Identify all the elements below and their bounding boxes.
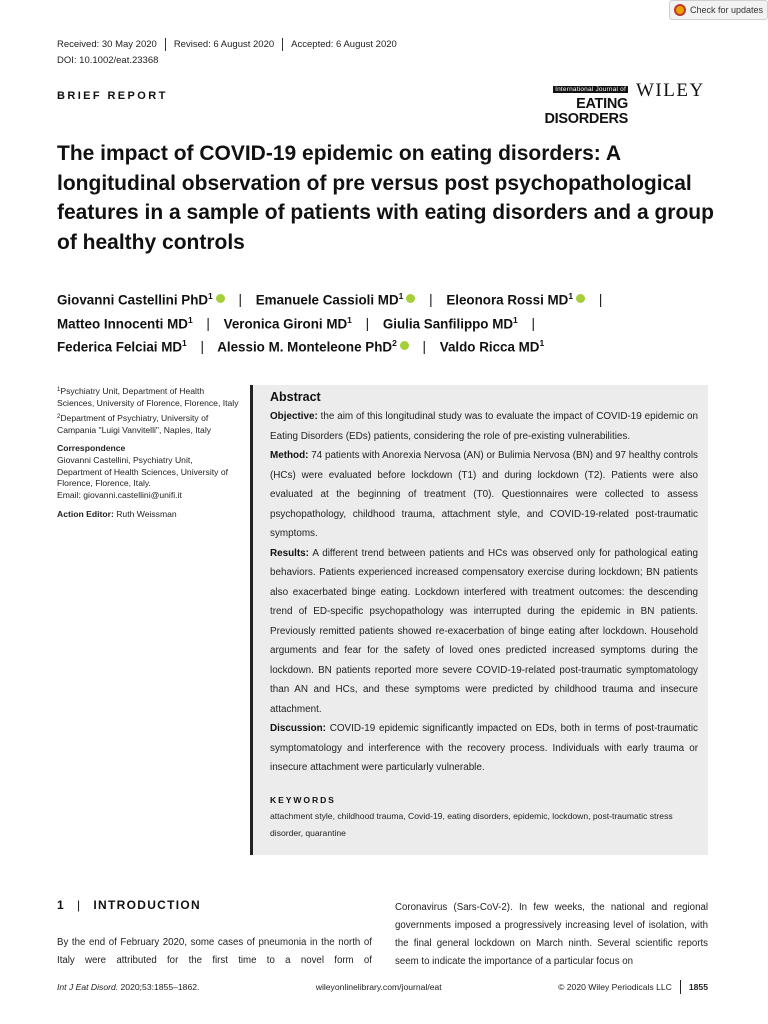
affiliation-2 — [57, 412, 239, 436]
article-dates — [57, 38, 397, 51]
correspondence-email[interactable]: Email: giovanni.castellini@unifi.it — [57, 489, 182, 500]
section-separator: | — [76, 898, 82, 912]
author-affiliation-sup: 2 — [392, 338, 397, 348]
check-for-updates-label: Check for updates — [690, 5, 764, 15]
author-name[interactable]: Emanuele Cassioli MD — [255, 292, 399, 308]
author-affiliation-sup: 1 — [539, 338, 545, 348]
author-separator: | — [598, 292, 603, 308]
author-name[interactable]: Matteo Innocenti MD — [57, 315, 188, 331]
correspondence-heading: Correspondence — [57, 443, 126, 454]
accepted-date: Accepted: 6 August 2020 — [291, 39, 397, 50]
author-separator: | — [365, 315, 370, 331]
intro-left-column: By the end of February 2020, some cases of pneumonia in the north of Italy were attributed for the first time to a novel form of — [57, 937, 372, 966]
author-name[interactable]: Valdo Ricca MD — [439, 339, 540, 355]
objective-text: the aim of this longitudinal study was to evaluate the impact of COVID-19 epidemic on Eating Disorders (EDs) patients, considering the role of pre-existing vulnerabilities. — [270, 411, 698, 442]
results-label: Results: — [270, 547, 309, 559]
footer-citation — [57, 982, 199, 992]
results-text: A different trend between patients and HCs was observed only for pathological eating behaviors. Patients experienced increased compensatory exercise during lockdown; BN patients also exacerbated binge eating. Lockdown interfered with treatment outcomes: the descending trend of ED-specific psychopathology was interrupted during the epidemic in BN patients. Previously remitted patients showed re-exacerbation of binge eating after lockdown. Household arguments and fear for the safety of loved ones predicted increased symptoms during the lockdown. BN patients reported more severe COVID-19-related post-traumatic symptomatology than AN and HCs, and these symptoms were predicted by childhood trauma and insecure attachment. — [270, 547, 698, 715]
author-separator: | — [206, 315, 210, 331]
author-name[interactable]: Federica Felciai MD — [57, 339, 183, 355]
author-name[interactable]: Veronica Gironi MD — [223, 315, 348, 331]
author-affiliation-sup: 1 — [347, 314, 352, 325]
divider — [165, 38, 166, 51]
orcid-icon[interactable] — [406, 294, 415, 303]
author-affiliation-sup: 1 — [398, 291, 404, 301]
crossmark-icon — [674, 4, 686, 16]
method-text: 74 patients with Anorexia Nervosa (AN) or Bulimia Nervosa (BN) and 97 healthy controls (HCs) were evaluated before lockdown (T1) and during lockdown (T2). Patients were also evaluated at the beginning of treatment (T0). Questionnaires were collected to assess psychopathology, childhood trauma, attachment style, and COVID-19-related post-traumatic symptoms. — [270, 450, 698, 539]
author-separator: | — [200, 339, 204, 355]
abstract-body — [270, 407, 698, 778]
action-editor-name: Ruth Weissman — [116, 509, 177, 520]
abstract-heading: Abstract — [270, 390, 321, 404]
orcid-icon[interactable] — [576, 294, 585, 303]
article-type: BRIEF REPORT — [57, 90, 168, 102]
footer-right — [558, 980, 708, 994]
footer-copyright: © 2020 Wiley Periodicals LLC — [558, 982, 672, 992]
author-affiliation-sup: 1 — [208, 291, 213, 301]
intro-right-column: Coronavirus (Sars-CoV-2). In few weeks, the national and regional governments imposed a progressively increasing level of isolation, with the final general lockdown on March ninth. Several scientific reports seem to indicate the importance of a particular focus on — [395, 902, 708, 967]
author-name[interactable]: Giulia Sanfilippo MD — [382, 315, 514, 331]
orcid-icon[interactable] — [400, 341, 409, 350]
author-separator: | — [429, 292, 433, 308]
affiliation-text: Psychiatry Unit, Department of Health Sciences, University of Florence, Florence, Italy — [57, 386, 239, 408]
keywords-list: attachment style, childhood trauma, Covid-19, eating disorders, epidemic, lockdown, post-traumatic stress disorder, quarantine — [270, 810, 673, 839]
author-name[interactable]: Giovanni Castellini PhD — [57, 292, 209, 308]
author-separator: | — [422, 339, 427, 355]
divider — [680, 980, 681, 994]
section-title: INTRODUCTION — [93, 898, 201, 912]
author-affiliation-sup: 1 — [187, 314, 193, 325]
author-name[interactable]: Eleonora Rossi MD — [446, 292, 569, 308]
publisher-logo: WILEY — [636, 80, 705, 101]
affiliation-1 — [57, 385, 239, 409]
author-affiliation-sup: 1 — [513, 314, 518, 325]
discussion-text: COVID-19 epidemic significantly impacted on EDs, both in terms of post-traumatic symptomatology and interference with the recovery process. Individuals with early trauma or insecure attachment were particularly vulnerable. — [270, 723, 698, 773]
divider — [282, 38, 283, 51]
revised-date: Revised: 6 August 2020 — [173, 39, 275, 50]
page-footer — [57, 980, 708, 994]
keywords-heading: KEYWORDS — [270, 794, 336, 805]
action-editor — [57, 509, 239, 521]
author-name[interactable]: Alessio M. Monteleone PhD — [217, 339, 393, 355]
footer-volume: 2020;53:1855–1862. — [120, 982, 200, 992]
article-title: The impact of COVID-19 epidemic on eating disorders: A longitudinal observation of pre versus post psychopathological features in a sample of patients with eating disorders and a group of healthy controls — [57, 142, 714, 254]
received-date: Received: 30 May 2020 — [57, 39, 157, 50]
journal-logo — [494, 78, 628, 127]
doi[interactable]: DOI: 10.1002/eat.23368 — [57, 55, 159, 66]
action-editor-label: Action Editor: — [57, 509, 114, 520]
affiliation-text: Department of Psychiatry, University of Campania "Luigi Vanvitelli", Naples, Italy — [57, 413, 212, 435]
method-label: Method: — [270, 450, 309, 461]
journal-logo-small: International Journal of — [555, 86, 626, 93]
author-separator: | — [531, 315, 535, 331]
footer-url[interactable]: wileyonlinelibrary.com/journal/eat — [315, 982, 442, 992]
affiliation-sup: 2 — [57, 414, 61, 421]
check-for-updates-button[interactable] — [669, 0, 768, 20]
section-heading — [57, 898, 201, 912]
discussion-label: Discussion: — [270, 723, 326, 734]
section-number: 1 — [57, 898, 65, 912]
footer-journal: Int J Eat Disord. — [57, 982, 119, 992]
affiliations-panel — [57, 385, 239, 524]
affiliation-sup: 1 — [57, 387, 61, 393]
author-list — [57, 285, 717, 356]
author-affiliation-sup: 1 — [182, 338, 187, 348]
orcid-icon[interactable] — [216, 294, 225, 303]
objective-label: Objective: — [270, 411, 318, 422]
author-separator: | — [238, 292, 242, 308]
correspondence-text: Giovanni Castellini, Psychiatry Unit, Department of Health Sciences, University of Florence, Florence, Italy. — [57, 454, 228, 489]
author-affiliation-sup: 1 — [568, 291, 574, 301]
abstract-box — [250, 385, 708, 855]
journal-logo-big: EATING DISORDERS — [544, 96, 628, 127]
page-number: 1855 — [688, 982, 708, 992]
